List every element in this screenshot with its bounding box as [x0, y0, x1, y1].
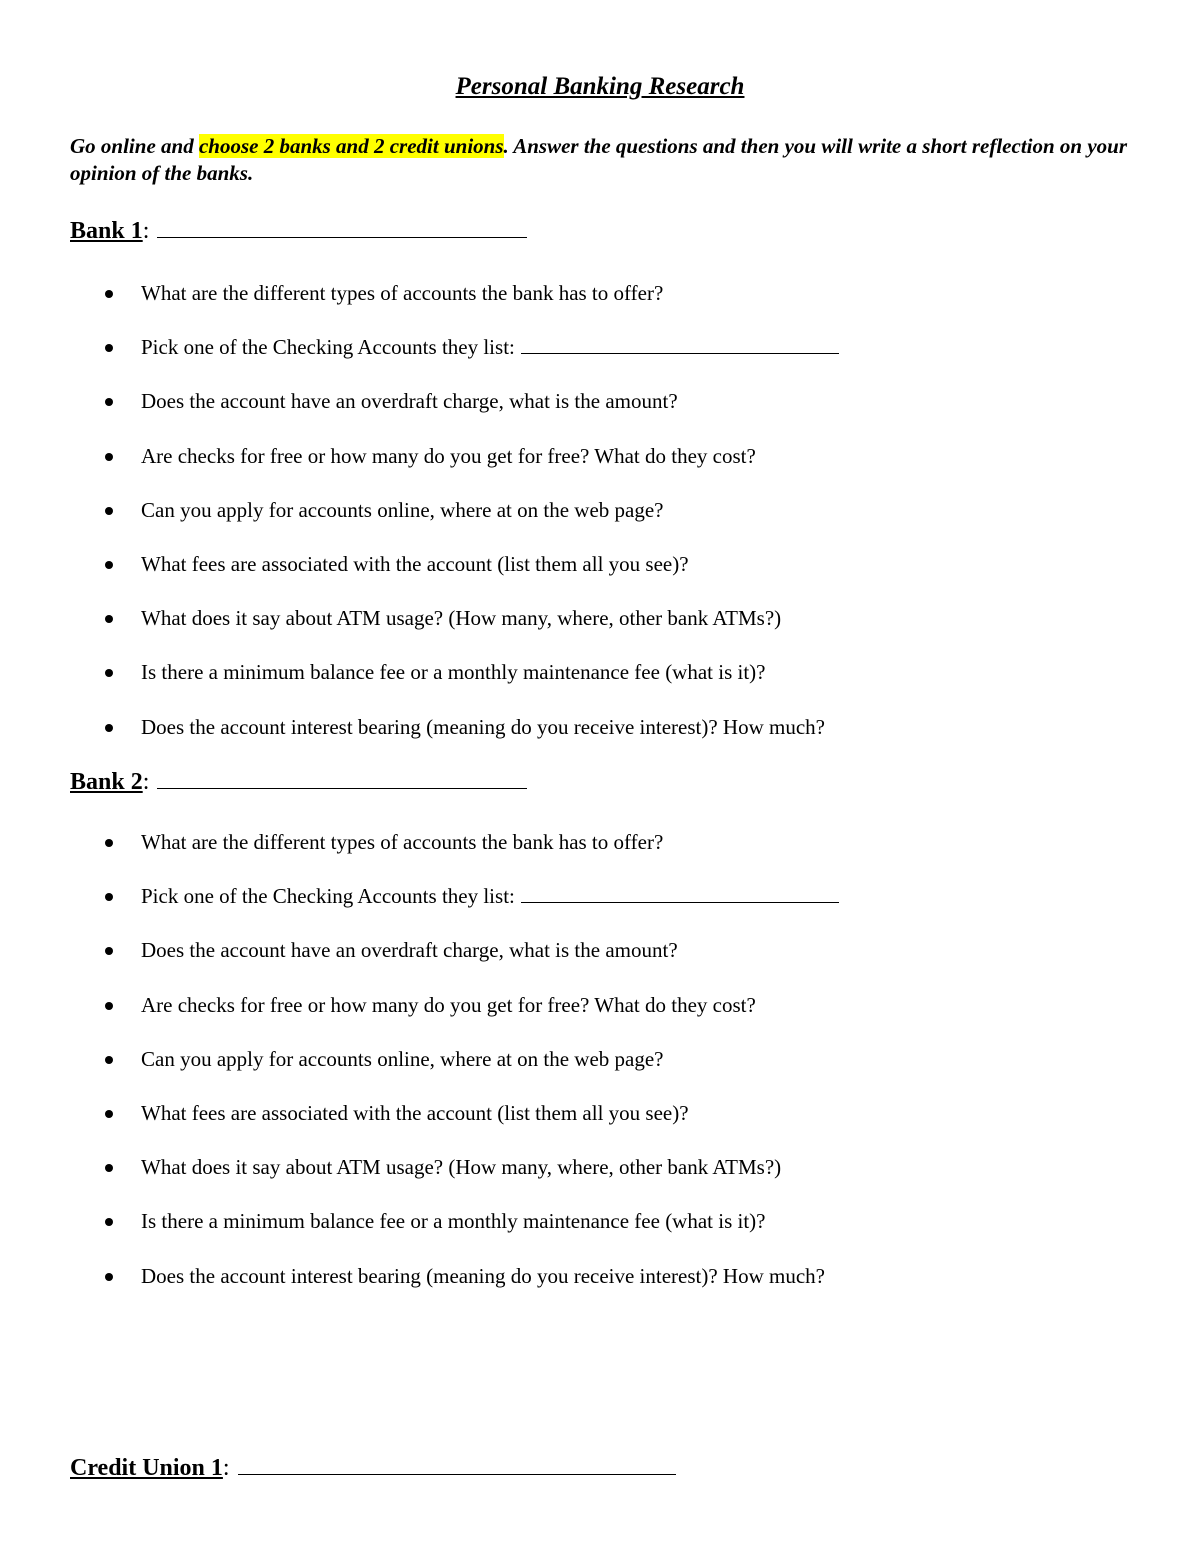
bullet-icon	[105, 453, 113, 461]
list-item	[70, 279, 1130, 333]
bullet-icon	[105, 724, 113, 732]
bank-2-label: Bank 2	[70, 769, 143, 795]
list-item	[70, 1262, 1130, 1316]
bullet-icon	[105, 615, 113, 623]
list-item	[70, 496, 1130, 550]
question-text	[141, 333, 839, 361]
question-text: What are the different types of accounts the bank has to offer?	[141, 281, 664, 305]
list-item	[70, 1207, 1130, 1261]
question-text: Can you apply for accounts online, where at on the web page?	[141, 497, 664, 522]
instructions	[70, 133, 1130, 187]
list-item	[70, 658, 1130, 712]
question-text: What fees are associated with the account (list them all you see)?	[141, 1100, 689, 1125]
list-item	[70, 333, 1130, 387]
list-item	[70, 936, 1130, 990]
question-text: Can you apply for accounts online, where at on the web page?	[141, 1046, 664, 1071]
bullet-icon	[105, 893, 113, 901]
instructions-highlight: choose 2 banks and 2 credit unions	[198, 134, 504, 158]
credit-union-1-name-blank[interactable]	[238, 1454, 676, 1475]
bullet-icon	[105, 1164, 113, 1172]
credit-union-1-colon: :	[222, 1455, 230, 1481]
bullet-icon	[105, 1002, 113, 1010]
instructions-text-end: . Answer the questions and then you will write a short reflection on your opinion of the banks.	[70, 134, 1128, 185]
page-title: Personal Banking Research	[455, 73, 745, 100]
list-item	[70, 713, 1130, 767]
question-text: What does it say about ATM usage? (How many, where, other bank ATMs?)	[141, 606, 782, 631]
bullet-icon	[105, 1110, 113, 1118]
bullet-icon	[105, 290, 113, 298]
bullet-icon	[105, 1273, 113, 1281]
list-item	[70, 442, 1130, 496]
bullet-icon	[105, 1056, 113, 1064]
question-text: What are the different types of accounts the bank has to offer?	[141, 830, 664, 854]
question-text: Is there a minimum balance fee or a monthly maintenance fee (what is it)?	[141, 1209, 766, 1234]
question-text: Are checks for free or how many do you get for free? What do they cost?	[141, 992, 756, 1017]
bullet-icon	[105, 947, 113, 955]
question-label: Pick one of the Checking Accounts they list:	[141, 884, 515, 909]
bank-1-name-blank[interactable]	[157, 217, 527, 238]
list-item	[70, 1099, 1130, 1153]
list-item	[70, 882, 1130, 936]
bullet-icon	[105, 839, 113, 847]
question-text: Does the account have an overdraft charge, what is the amount?	[141, 938, 678, 963]
bullet-icon	[105, 398, 113, 406]
bank-2-question-list	[70, 828, 1130, 1316]
question-text: What fees are associated with the account (list them all you see)?	[141, 551, 689, 576]
credit-union-1-label: Credit Union 1	[70, 1455, 223, 1481]
list-item	[70, 604, 1130, 658]
question-label: Pick one of the Checking Accounts they list:	[141, 335, 515, 360]
bullet-icon	[105, 1218, 113, 1226]
list-item	[70, 991, 1130, 1045]
bullet-icon	[105, 561, 113, 569]
bank-2-name-blank[interactable]	[157, 768, 527, 789]
bank-2-heading	[70, 767, 527, 797]
bullet-icon	[105, 669, 113, 677]
bank-1-label: Bank 1	[70, 218, 143, 244]
checking-account-blank[interactable]	[521, 882, 839, 903]
list-item	[70, 387, 1130, 441]
question-text: What does it say about ATM usage? (How many, where, other bank ATMs?)	[141, 1155, 782, 1180]
bullet-icon	[105, 507, 113, 515]
question-text: Is there a minimum balance fee or a monthly maintenance fee (what is it)?	[141, 660, 766, 685]
question-text	[141, 882, 839, 910]
checking-account-blank[interactable]	[521, 333, 839, 354]
bank-1-question-list	[70, 279, 1130, 767]
list-item	[70, 550, 1130, 604]
list-item	[70, 1153, 1130, 1207]
list-item	[70, 1045, 1130, 1099]
question-text: Are checks for free or how many do you get for free? What do they cost?	[141, 443, 756, 468]
bullet-icon	[105, 344, 113, 352]
bank-1-colon: :	[142, 218, 150, 244]
credit-union-1-heading	[70, 1453, 676, 1483]
list-item	[70, 828, 1130, 882]
question-text: Does the account interest bearing (meaning do you receive interest)? How much?	[141, 714, 825, 739]
question-text: Does the account have an overdraft charge, what is the amount?	[141, 389, 678, 414]
question-text: Does the account interest bearing (meaning do you receive interest)? How much?	[141, 1263, 825, 1288]
bank-1-heading	[70, 216, 527, 246]
bank-2-colon: :	[142, 769, 150, 795]
instructions-text-start: Go online and	[70, 134, 199, 158]
